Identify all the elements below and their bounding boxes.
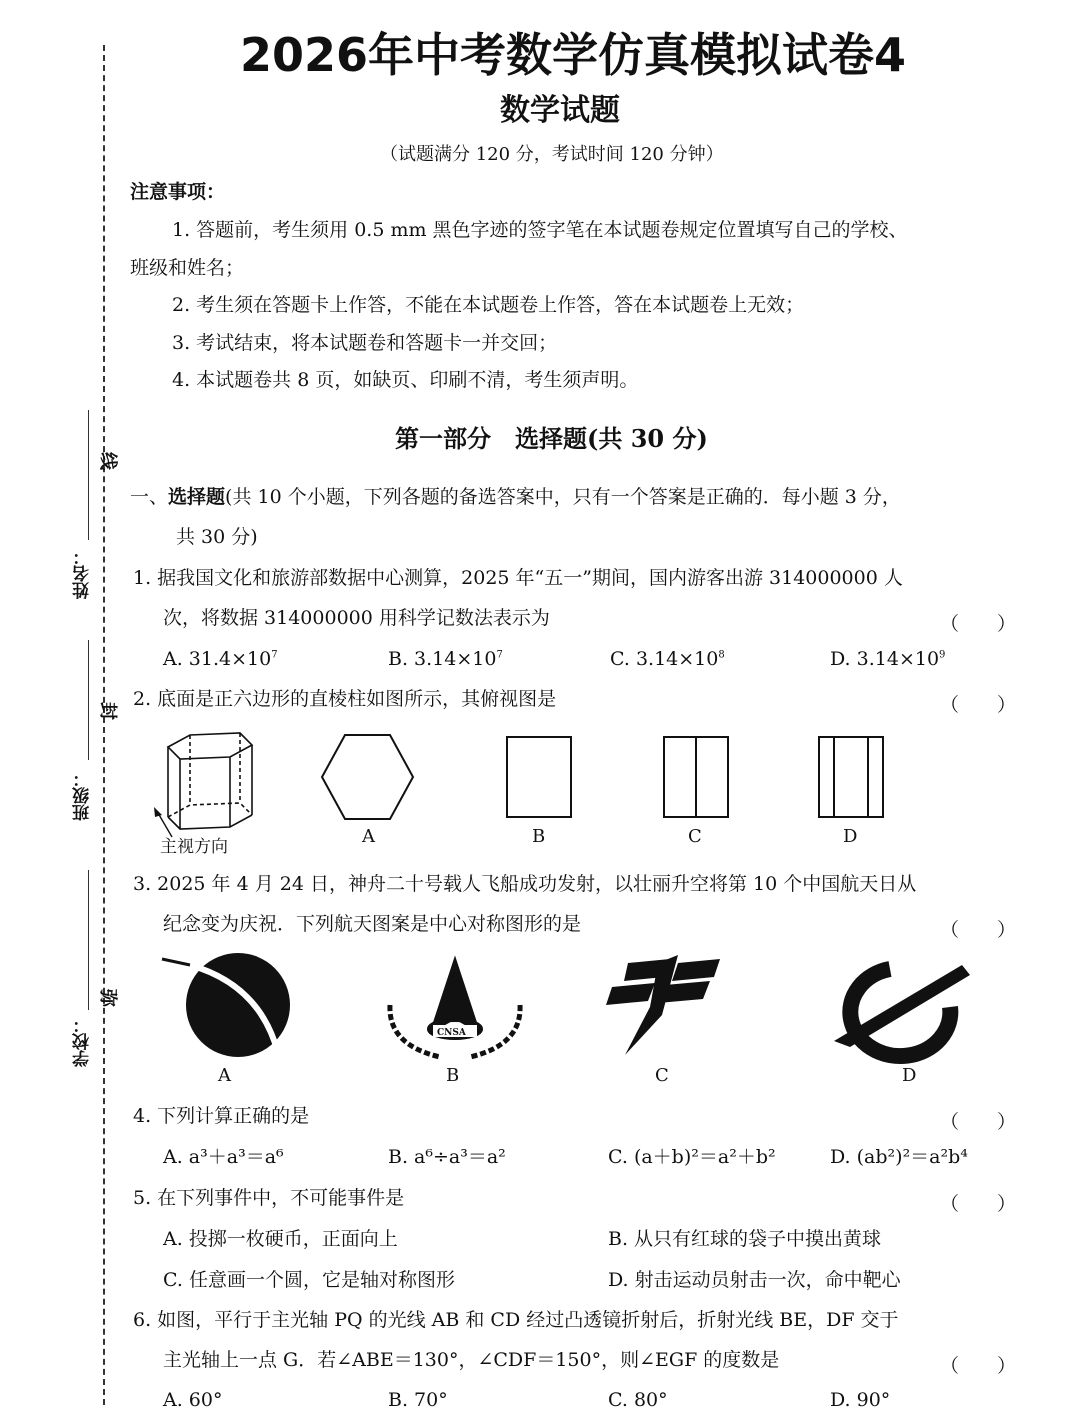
part1-heading: 第一部分 选择题(共 30 分) [395, 424, 708, 453]
notice-item-3: 3. 考试结束，将本试题卷和答题卡一并交回； [172, 332, 558, 354]
q5-option-b: B. 从只有红球的袋子中摸出黄球 [608, 1228, 882, 1250]
q2-text: 2. 底面是正六边形的直棱柱如图所示，其俯视图是 [133, 688, 557, 710]
q4-text: 4. 下列计算正确的是 [133, 1105, 310, 1127]
q5-text: 5. 在下列事件中，不可能事件是 [133, 1187, 405, 1209]
q1-option-d: D. $3.14\times 10^9$ [830, 648, 946, 670]
section1-text: (共 10 个小题，下列各题的备选答案中，只有一个答案是正确的．每小题 3 分， [225, 486, 901, 508]
q4-option-d: D. (ab²)²＝a²b⁴ [830, 1146, 968, 1168]
q6-line2: 主光轴上一点 G．若∠ABE＝130°，∠CDF＝150°，则∠EGF 的度数是 [163, 1349, 780, 1371]
notice-heading: 注意事项： [130, 181, 226, 203]
option-c-rocket-emblem [606, 955, 720, 1055]
q6-answer-paren[interactable]: （ ） [940, 1355, 1017, 1377]
class-label: 班级： [73, 770, 93, 821]
section1-bold: 选择题 [168, 486, 226, 508]
class-field-line [88, 640, 89, 760]
q3-line2: 纪念变为庆祝．下列航天图案是中心对称图形的是 [163, 913, 582, 935]
binding-dashed-line [103, 45, 105, 1405]
seal-char-secret: 弥 [97, 989, 118, 1007]
q6-option-a: A. 60° [163, 1389, 223, 1411]
q6-line1: 6. 如图，平行于主光轴 PQ 的光线 AB 和 CD 经过凸透镜折射后，折射光线 BE，DF 交于 [133, 1309, 899, 1331]
q1-option-c: C. $3.14\times 10^8$ [610, 648, 725, 670]
q4-option-c: C. (a＋b)²＝a²＋b² [608, 1146, 776, 1168]
option-c-rectangle [664, 737, 728, 817]
q5-option-a: A. 投掷一枚硬币，正面向上 [163, 1228, 398, 1250]
name-field-line [88, 410, 89, 540]
school-label: 学校： [73, 1016, 93, 1067]
q1-option-a: A. $31.4\times 10^7$ [163, 648, 278, 670]
q6-option-b: B. 70° [388, 1389, 448, 1411]
q2-answer-paren[interactable]: （ ） [940, 694, 1017, 716]
q6-option-d: D. 90° [830, 1389, 891, 1411]
q5-option-c: C. 任意画一个圆，它是轴对称图形 [163, 1269, 455, 1291]
q2-label-d: D [843, 826, 858, 847]
notice-item-4: 4. 本试题卷共 8 页，如缺页、印刷不清，考生须声明。 [172, 369, 639, 391]
section1-intro [130, 488, 901, 507]
option-d-orbit-emblem [834, 965, 970, 1056]
notice-item-1-cont: 班级和姓名； [130, 257, 245, 279]
option-a-hexagon [322, 735, 413, 819]
q5-answer-paren[interactable]: （ ） [940, 1193, 1017, 1215]
hexagonal-prism-figure [168, 733, 252, 829]
name-label: 姓名： [73, 548, 93, 599]
q1-answer-paren[interactable]: （ ） [940, 613, 1017, 635]
option-d-rectangle [819, 737, 883, 817]
seal-char-seal: 封 [97, 702, 118, 720]
view-direction-label: 主视方向 [160, 837, 228, 857]
option-a-planet-emblem [162, 953, 290, 1057]
q2-label-b: B [532, 826, 546, 847]
seal-char-line: 线 [97, 452, 118, 470]
page-subtitle: 数学试题 [500, 93, 620, 128]
q3-label-a: A [218, 1065, 231, 1086]
q3-label-b: B [446, 1065, 460, 1086]
section1-intro-cont: 共 30 分) [176, 526, 258, 548]
q3-label-c: C [655, 1065, 669, 1086]
option-b-cnsa-emblem [390, 957, 520, 1057]
school-field-line [88, 870, 89, 1010]
q1-line1: 1. 据我国文化和旅游部数据中心测算，2025 年“五一”期间，国内游客出游 314000000 人 [133, 567, 903, 589]
notice-item-2: 2. 考生须在答题卡上作答，不能在本试题卷上作答，答在本试题卷上无效； [172, 294, 805, 316]
q2-label-c: C [688, 826, 702, 847]
q1-option-b: B. $3.14\times 10^7$ [388, 648, 503, 670]
q3-figures [150, 945, 990, 1090]
q3-label-d: D [902, 1065, 917, 1086]
exam-info: （试题满分 120 分，考试时间 120 分钟） [380, 144, 724, 165]
section1-number: 一、 [130, 486, 169, 508]
page-title: 2026年中考数学仿真模拟试卷4 [240, 28, 907, 82]
q2-figures [140, 725, 920, 860]
q3-line1: 3. 2025 年 4 月 24 日，神舟二十号载人飞船成功发射，以壮丽升空将第 10 个中国航天日从 [133, 873, 917, 895]
notice-item-1: 1. 答题前，考生须用 0.5 mm 黑色字迹的签字笔在本试题卷规定位置填写自己的学校、 [172, 219, 908, 241]
q4-answer-paren[interactable]: （ ） [940, 1111, 1017, 1133]
q5-option-d: D. 射击运动员射击一次，命中靶心 [608, 1269, 901, 1291]
q6-option-c: C. 80° [608, 1389, 668, 1411]
q1-line2: 次，将数据 314000000 用科学记数法表示为 [163, 607, 550, 629]
option-b-rectangle [507, 737, 571, 817]
q4-option-a: A. a³＋a³＝a⁶ [163, 1146, 284, 1168]
q2-label-a: A [362, 826, 375, 847]
q3-answer-paren[interactable]: （ ） [940, 919, 1017, 941]
cnsa-text: CNSA [437, 1028, 466, 1038]
q4-option-b: B. a⁶÷a³＝a² [388, 1146, 506, 1168]
